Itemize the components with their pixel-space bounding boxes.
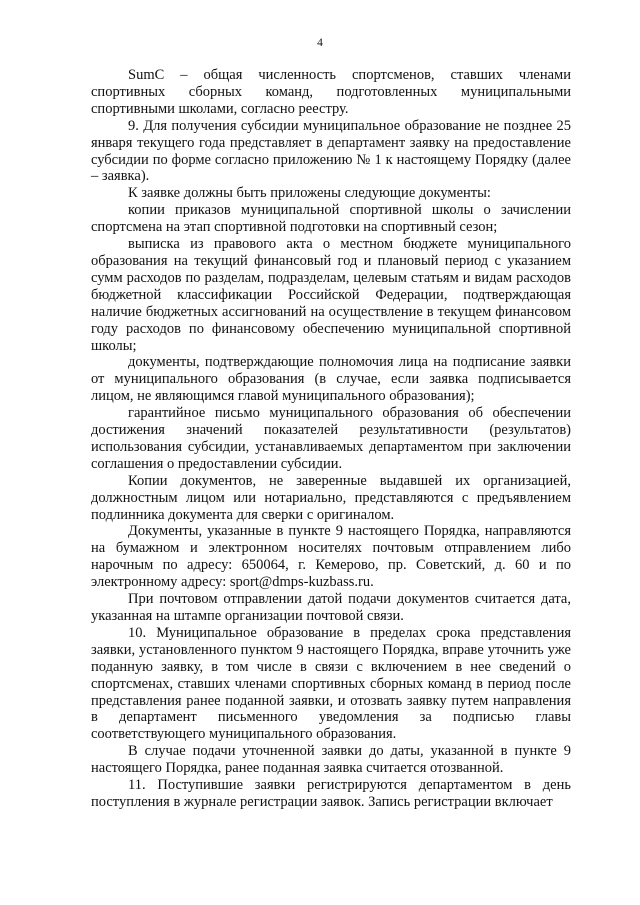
paragraph-order-copies: копии приказов муниципальной спортивной школы о зачислении спортсмена на этап спортивной подготовки на спортивный сезон; [91,202,571,236]
paragraph-clause-9: 9. Для получения субсидии муниципальное образование не позднее 25 января текущего года представляет в департамент заявку на предоставление субсидии по форме согласно приложению № 1 к настоящему Порядку (далее – заявка). [91,117,571,185]
paragraph-postal-date: При почтовом отправлении датой подачи документов считается дата, указанная на штампе организации почтовой связи. [91,591,571,624]
paragraph-revised-application: В случае подачи уточненной заявки до даты, указанной в пункте 9 настоящего Порядка, ранее поданная заявка считается отозванной. [91,743,571,777]
paragraph-clause-11: 11. Поступившие заявки регистрируются департаментом в день поступления в журнале регистрации заявок. Запись регистрации включает [91,777,571,810]
paragraph-sumc-definition: SumC – общая численность спортсменов, ставших членами спортивных сборных команд, подготовленных муниципальными спортивными школами, согласно реестру. [91,67,571,117]
document-body [91,67,571,811]
paragraph-documents-intro: К заявке должны быть приложены следующие документы: [128,185,491,202]
page-number: 4 [317,37,323,49]
paragraph-clause-10: 10. Муниципальное образование в пределах срока представления заявки, установленного пунктом 9 настоящего Порядка, вправе уточнить уже поданную заявку, в том числе в связи с включением в нее сведений о спортсменах, ставших членами спортивных сборных команд в период после представления ранее поданной заявки, и отозвать заявку путем направления в департамент письменного уведомления за подписью главы соответствующего муниципального образования. [91,624,571,743]
paragraph-uncertified-copies: Копии документов, не заверенные выдавшей их организацией, должностным лицом или нотариально, представляются с предъявлением подлинника документа для сверки с оригиналом. [91,472,571,523]
paragraph-submission-address: Документы, указанные в пункте 9 настоящего Порядка, направляются на бумажном и электронном носителях почтовым отправлением либо нарочным по адресу: 650064, г. Кемерово, пр. Советский, д. 60 и по электронному адресу: sport@dmps-kuzbass.ru. [91,523,571,591]
paragraph-budget-extract: выписка из правового акта о местном бюджете муниципального образования на текущий финансовый год и плановый период с указанием сумм расходов по разделам, подразделам, целевым статьям и видам расходов бюджетной классификации Российской Федерации, подтверждающая наличие бюджетных ассигнований на осуществление в текущем финансовом году расходов по финансовому обеспечению муниципальной спортивной школы; [91,236,571,354]
paragraph-guarantee-letter: гарантийное письмо муниципального образования об обеспечении достижения значений показателей результативности (результатов) использования субсидии, устанавливаемых департаментом при заключении соглашения о предоставлении субсидии. [91,405,571,472]
paragraph-authority-documents: документы, подтверждающие полномочия лица на подписание заявки от муниципального образования (в случае, если заявка подписывается лицом, не являющимся главой муниципального образования); [91,354,571,405]
